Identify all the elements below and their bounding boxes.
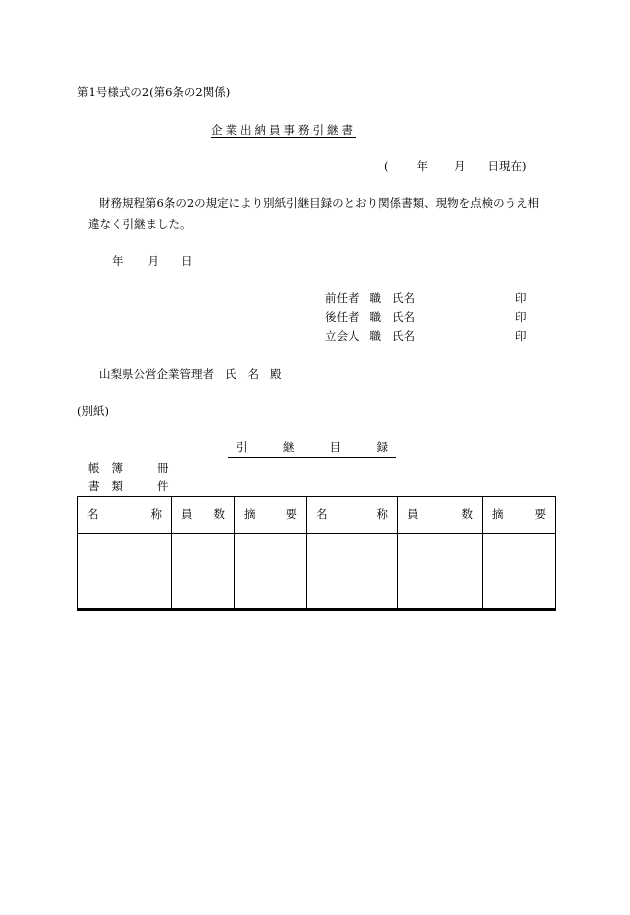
addressee-org: 山梨県公営企業管理者 — [99, 367, 214, 381]
table-cell — [483, 534, 556, 610]
signature-name-label: 氏名 — [392, 291, 415, 305]
signature-name-label: 氏名 — [392, 329, 415, 343]
date-line — [112, 256, 193, 268]
list-title-char: 引 — [236, 440, 248, 454]
table-cell — [307, 534, 398, 610]
table-header-row — [78, 497, 556, 534]
date-current-year: 年 — [416, 159, 428, 173]
header-char: 称 — [150, 507, 162, 522]
seal-mark: 印 — [515, 310, 527, 324]
count-label-a: 書 — [88, 479, 100, 493]
table-cell — [78, 534, 172, 610]
header-char: 数 — [213, 507, 225, 522]
signature-name-label: 氏名 — [392, 310, 415, 324]
count-unit: 冊 — [157, 461, 169, 475]
count-row — [88, 463, 169, 475]
addressee-shi: 氏 — [225, 367, 237, 381]
header-char: 要 — [534, 507, 546, 522]
signature-position: 職 — [369, 310, 381, 324]
date-current-day: 日現在) — [487, 159, 527, 173]
count-label-b: 類 — [111, 479, 123, 493]
handover-list-table — [77, 496, 556, 611]
table-cell — [398, 534, 483, 610]
signature-role: 後任者 — [325, 310, 360, 324]
count-row — [88, 481, 169, 493]
header-char: 数 — [461, 507, 473, 522]
date-day: 日 — [181, 254, 193, 268]
addressee-mei: 名 — [247, 367, 259, 381]
header-char: 名 — [316, 507, 328, 522]
header-char: 摘 — [244, 507, 256, 522]
header-quantity — [398, 497, 483, 534]
header-quantity — [172, 497, 235, 534]
table-row — [78, 534, 556, 610]
form-number: 第1号様式の2(第6条の2関係) — [77, 85, 231, 99]
count-unit: 件 — [157, 479, 169, 493]
header-char: 要 — [285, 507, 297, 522]
signature-row — [325, 293, 415, 305]
table-cell — [172, 534, 235, 610]
table-cell — [235, 534, 307, 610]
seal-mark: 印 — [515, 329, 527, 343]
list-title-char: 継 — [282, 440, 295, 454]
header-char: 員 — [407, 507, 419, 522]
signature-role: 前任者 — [325, 291, 360, 305]
date-current-open: ( — [384, 159, 389, 173]
seal-mark: 印 — [515, 291, 527, 305]
header-remarks — [235, 497, 307, 534]
body-line-2: 違なく引継ました。 — [88, 217, 192, 231]
date-year: 年 — [112, 254, 124, 268]
header-char: 摘 — [492, 507, 504, 522]
count-label-b: 簿 — [111, 461, 123, 475]
date-month: 月 — [147, 254, 159, 268]
header-remarks — [483, 497, 556, 534]
header-char: 称 — [376, 507, 388, 522]
attachment-label: (別紙) — [77, 404, 109, 418]
body-line-1: 財務規程第6条の2の規定により別紙引継目録のとおり関係書類、現物を点検のうえ相 — [99, 196, 540, 210]
count-label-a: 帳 — [88, 461, 100, 475]
document-title: 企業出納員事務引継書 — [211, 123, 356, 137]
addressee — [99, 369, 282, 381]
signature-role: 立会人 — [325, 329, 360, 343]
date-current-month: 月 — [454, 159, 466, 173]
header-name — [78, 497, 172, 534]
header-char: 名 — [87, 507, 99, 522]
signature-row — [325, 331, 415, 343]
list-title — [228, 442, 396, 458]
list-title-char: 録 — [376, 440, 388, 454]
date-current — [384, 161, 527, 173]
signature-position: 職 — [369, 291, 381, 305]
signature-row — [325, 312, 415, 324]
list-title-char: 目 — [329, 440, 342, 454]
addressee-dono: 殿 — [270, 367, 282, 381]
signature-position: 職 — [369, 329, 381, 343]
header-char: 員 — [181, 507, 193, 522]
header-name — [307, 497, 398, 534]
